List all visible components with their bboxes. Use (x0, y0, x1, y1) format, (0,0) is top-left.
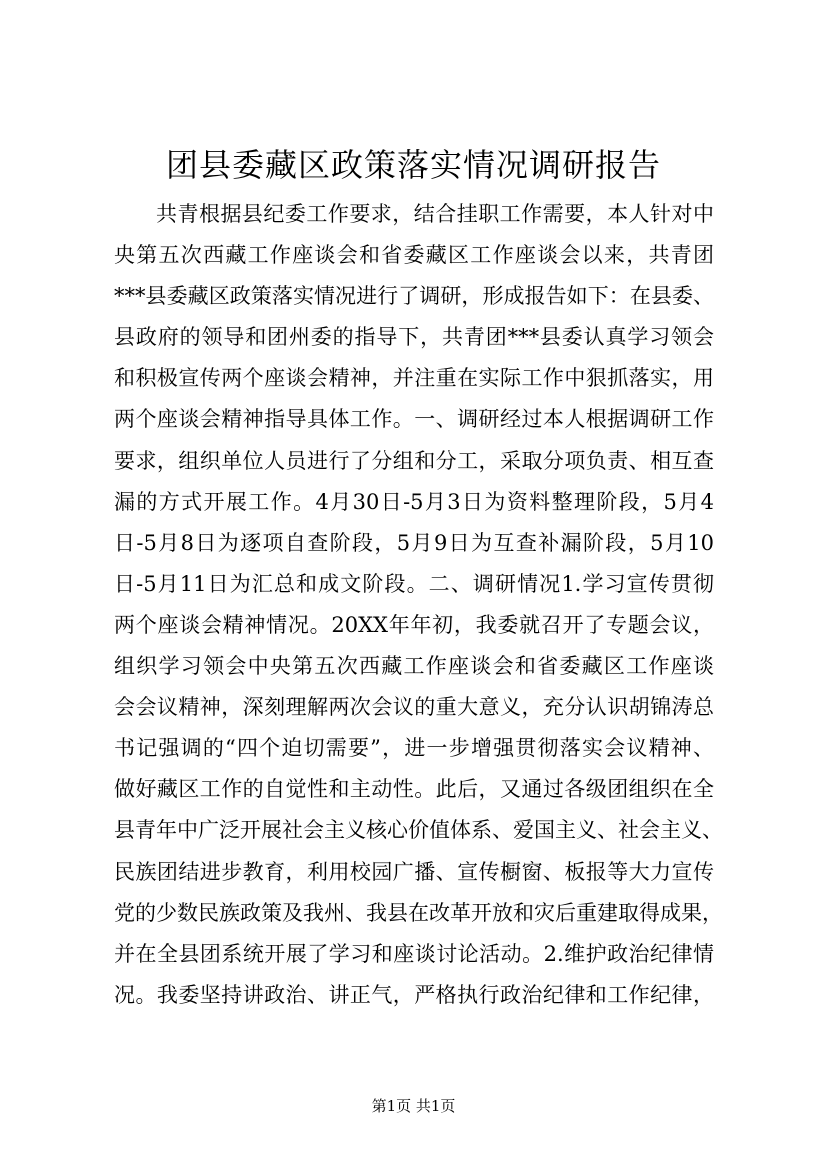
body-line: 两个座谈会精神指导具体工作。一、调研经过本人根据调研工作 (114, 407, 714, 432)
body-line: 会会议精神，深刻理解两次会议的重大意义，充分认识胡锦涛总 (114, 695, 714, 720)
body-line: 县青年中广泛开展社会主义核心价值体系、爱国主义、社会主义、 (114, 818, 723, 843)
body-line: 组织学习领会中央第五次西藏工作座谈会和省委藏区工作座谈 (114, 654, 714, 679)
body-line: 况。我委坚持讲政治、讲正气，严格执行政治纪律和工作纪律， (114, 982, 714, 1007)
page-footer: 第1页 共1页 (371, 1097, 456, 1115)
body-line: 两个座谈会精神情况。20XX年年初，我委就召开了专题会议， (114, 612, 714, 637)
body-line: 漏的方式开展工作。4月30日-5月3日为资料整理阶段，5月4 (114, 489, 714, 514)
body-line: 党的少数民族政策及我州、我县在改革开放和灾后重建取得成果， (114, 900, 723, 925)
body-line: 央第五次西藏工作座谈会和省委藏区工作座谈会以来，共青团 (114, 243, 714, 268)
body-line: 要求，组织单位人员进行了分组和分工，采取分项负责、相互查 (114, 448, 714, 473)
body-line: 县政府的领导和团州委的指导下，共青团***县委认真学习领会 (114, 325, 714, 350)
document-body (114, 194, 723, 1016)
body-line: ***县委藏区政策落实情况进行了调研，形成报告如下：在县委、 (114, 284, 714, 309)
body-line: 日-5月11日为汇总和成文阶段。二、调研情况1.学习宣传贯彻 (114, 571, 714, 596)
body-line: 和积极宣传两个座谈会精神，并注重在实际工作中狠抓落实，用 (114, 366, 714, 391)
body-line: 书记强调的“四个迫切需要”，进一步增强贯彻落实会议精神、 (114, 736, 714, 761)
body-line: 日-5月8日为逐项自查阶段，5月9日为互查补漏阶段，5月10 (114, 530, 714, 555)
body-line: 民族团结进步教育，利用校园广播、宣传橱窗、板报等大力宣传 (114, 859, 714, 884)
body-line: 共青根据县纪委工作要求，结合挂职工作需要，本人针对中 (156, 202, 714, 226)
body-line: 并在全县团系统开展了学习和座谈讨论活动。2.维护政治纪律情 (114, 941, 714, 966)
body-line: 做好藏区工作的自觉性和主动性。此后，又通过各级团组织在全 (114, 777, 714, 802)
document-title: 团县委藏区政策落实情况调研报告 (165, 146, 661, 184)
